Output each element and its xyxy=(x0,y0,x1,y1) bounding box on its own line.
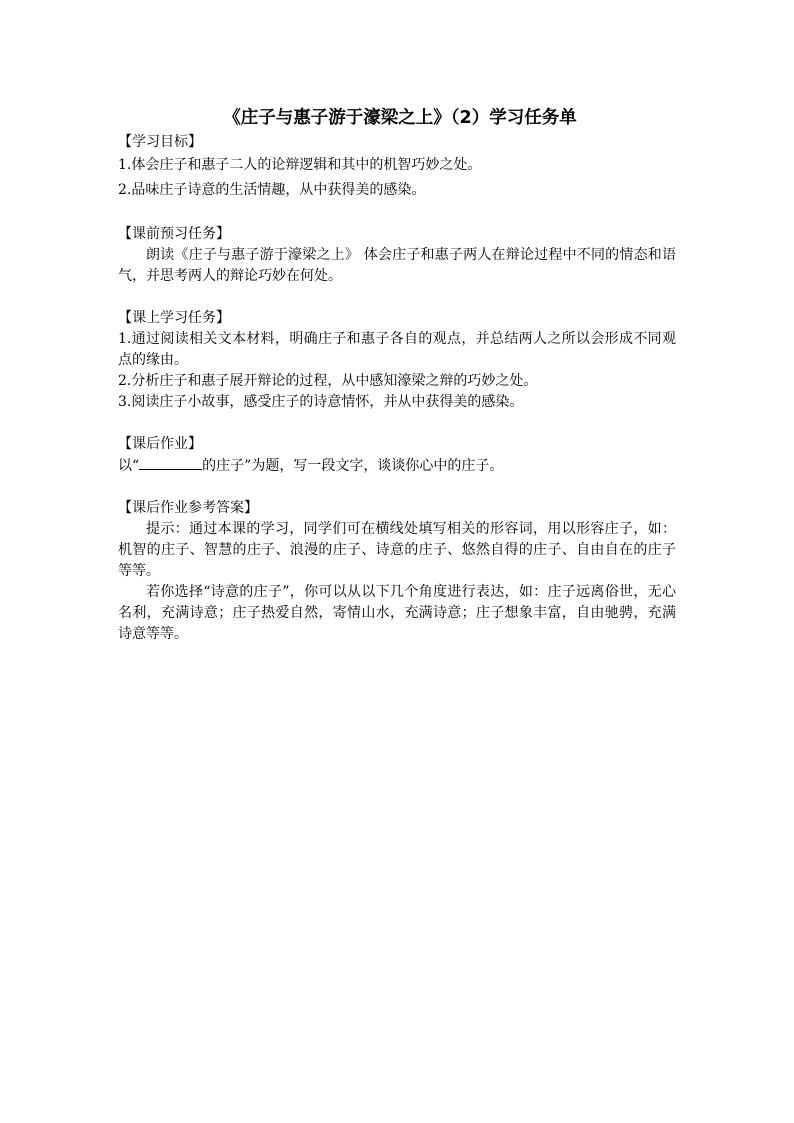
spacer xyxy=(118,203,676,224)
answer-paragraph: 提示：通过本课的学习，同学们可在横线处填写相关的形容词，用以形容庄子，如：机智的庄子、智慧的庄子、浪漫的庄子、诗意的庄子、悠然自得的庄子、自由自在的庄子等等。 xyxy=(118,521,676,579)
spacer xyxy=(118,413,676,434)
classwork-item: 2.分析庄子和惠子展开辩论的过程，从中感知濠梁之辩的巧妙之处。 xyxy=(118,373,538,389)
section-classwork-task xyxy=(118,308,676,413)
document-title: 《庄子与惠子游于濠梁之上》（2）学习任务单 xyxy=(223,108,577,128)
section-learning-goals xyxy=(118,132,676,203)
goal-item: 1.体会庄子和惠子二人的论辩逻辑和其中的机智巧妙之处。 xyxy=(118,157,482,173)
section-homework xyxy=(118,434,676,477)
spacer xyxy=(118,477,676,498)
goal-item: 2.品味庄子诗意的生活情趣，从中获得美的感染。 xyxy=(118,182,426,198)
section-heading: 【课后作业】 xyxy=(118,436,202,452)
spacer xyxy=(118,287,676,308)
answer-paragraph: 若你选择“诗意的庄子”，你可以从以下几个角度进行表达，如：庄子远离俗世，无心名利，充满诗意；庄子热爱自然，寄情山水，充满诗意；庄子想象丰富，自由驰骋，充满诗意等等。 xyxy=(118,584,676,642)
homework-prefix: 以“ xyxy=(118,458,140,474)
section-reference-answers xyxy=(118,498,676,645)
section-heading: 【课前预习任务】 xyxy=(118,226,230,242)
document-body xyxy=(118,104,676,645)
fill-in-blank xyxy=(139,455,202,470)
section-heading: 【课上学习任务】 xyxy=(118,310,230,326)
homework-prompt xyxy=(118,455,676,477)
classwork-item: 1.通过阅读相关文本材料，明确庄子和惠子各自的观点，并总结两人之所以会形成不同观点的缘由。 xyxy=(118,331,676,368)
classwork-item: 3.阅读庄子小故事，感受庄子的诗意情怀，并从中获得美的感染。 xyxy=(118,394,524,410)
homework-suffix: 的庄子”为题，写一段文字，谈谈你心中的庄子。 xyxy=(202,458,504,474)
section-heading: 【学习目标】 xyxy=(118,134,202,150)
section-preview-task xyxy=(118,224,676,287)
preview-paragraph: 朗读《庄子与惠子游于濠梁之上》 体会庄子和惠子两人在辩论过程中不同的情态和语气，并思考两人的辩论巧妙在何处。 xyxy=(118,247,676,284)
section-heading: 【课后作业参考答案】 xyxy=(118,500,258,516)
